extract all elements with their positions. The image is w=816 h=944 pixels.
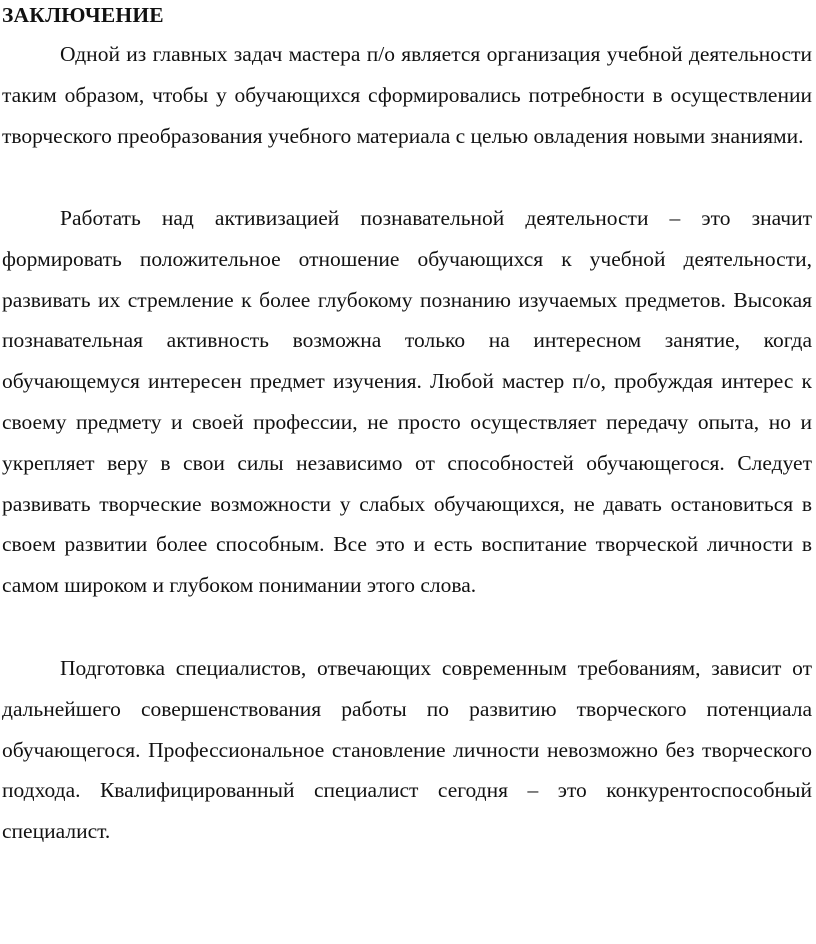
paragraph-3: Подготовка специалистов, отвечающих современным требованиям, зависит от дальнейшего совершенствования работы по развитию творческого потенциала обучающегося. Профессиональное становление личности невозможно без творческого подхода. Квалифицированный специалист сегодня – это конкурентоспособный специалист. xyxy=(2,656,812,844)
paragraph-2: Работать над активизацией познавательной деятельности – это значит формировать положительное отношение обучающихся к учебной деятельности, развивать их стремление к более глубокому познанию изучаемых предметов. Высокая познавательная активность возможна только на интересном занятие, когда обучающемуся интересен предмет изучения. Любой мастер п/о, пробуждая интерес к своему предмету и своей профессии, не просто осуществляет передачу опыта, но и укрепляет веру в свои силы независимо от способностей обучающегося. Следует развивать творческие возможности у слабых обучающихся, не давать остановиться в своем развитии более способным. Все это и есть воспитание творческой личности в самом широком и глубоком понимании этого слова. xyxy=(2,206,812,598)
document-heading: ЗАКЛЮЧЕНИЕ xyxy=(2,3,164,27)
paragraph-1: Одной из главных задач мастера п/о является организация учебной деятельности таким образом, чтобы у обучающихся сформировались потребности в осуществлении творческого преобразования учебного материала с целью овладения новыми знаниями. xyxy=(2,42,812,148)
